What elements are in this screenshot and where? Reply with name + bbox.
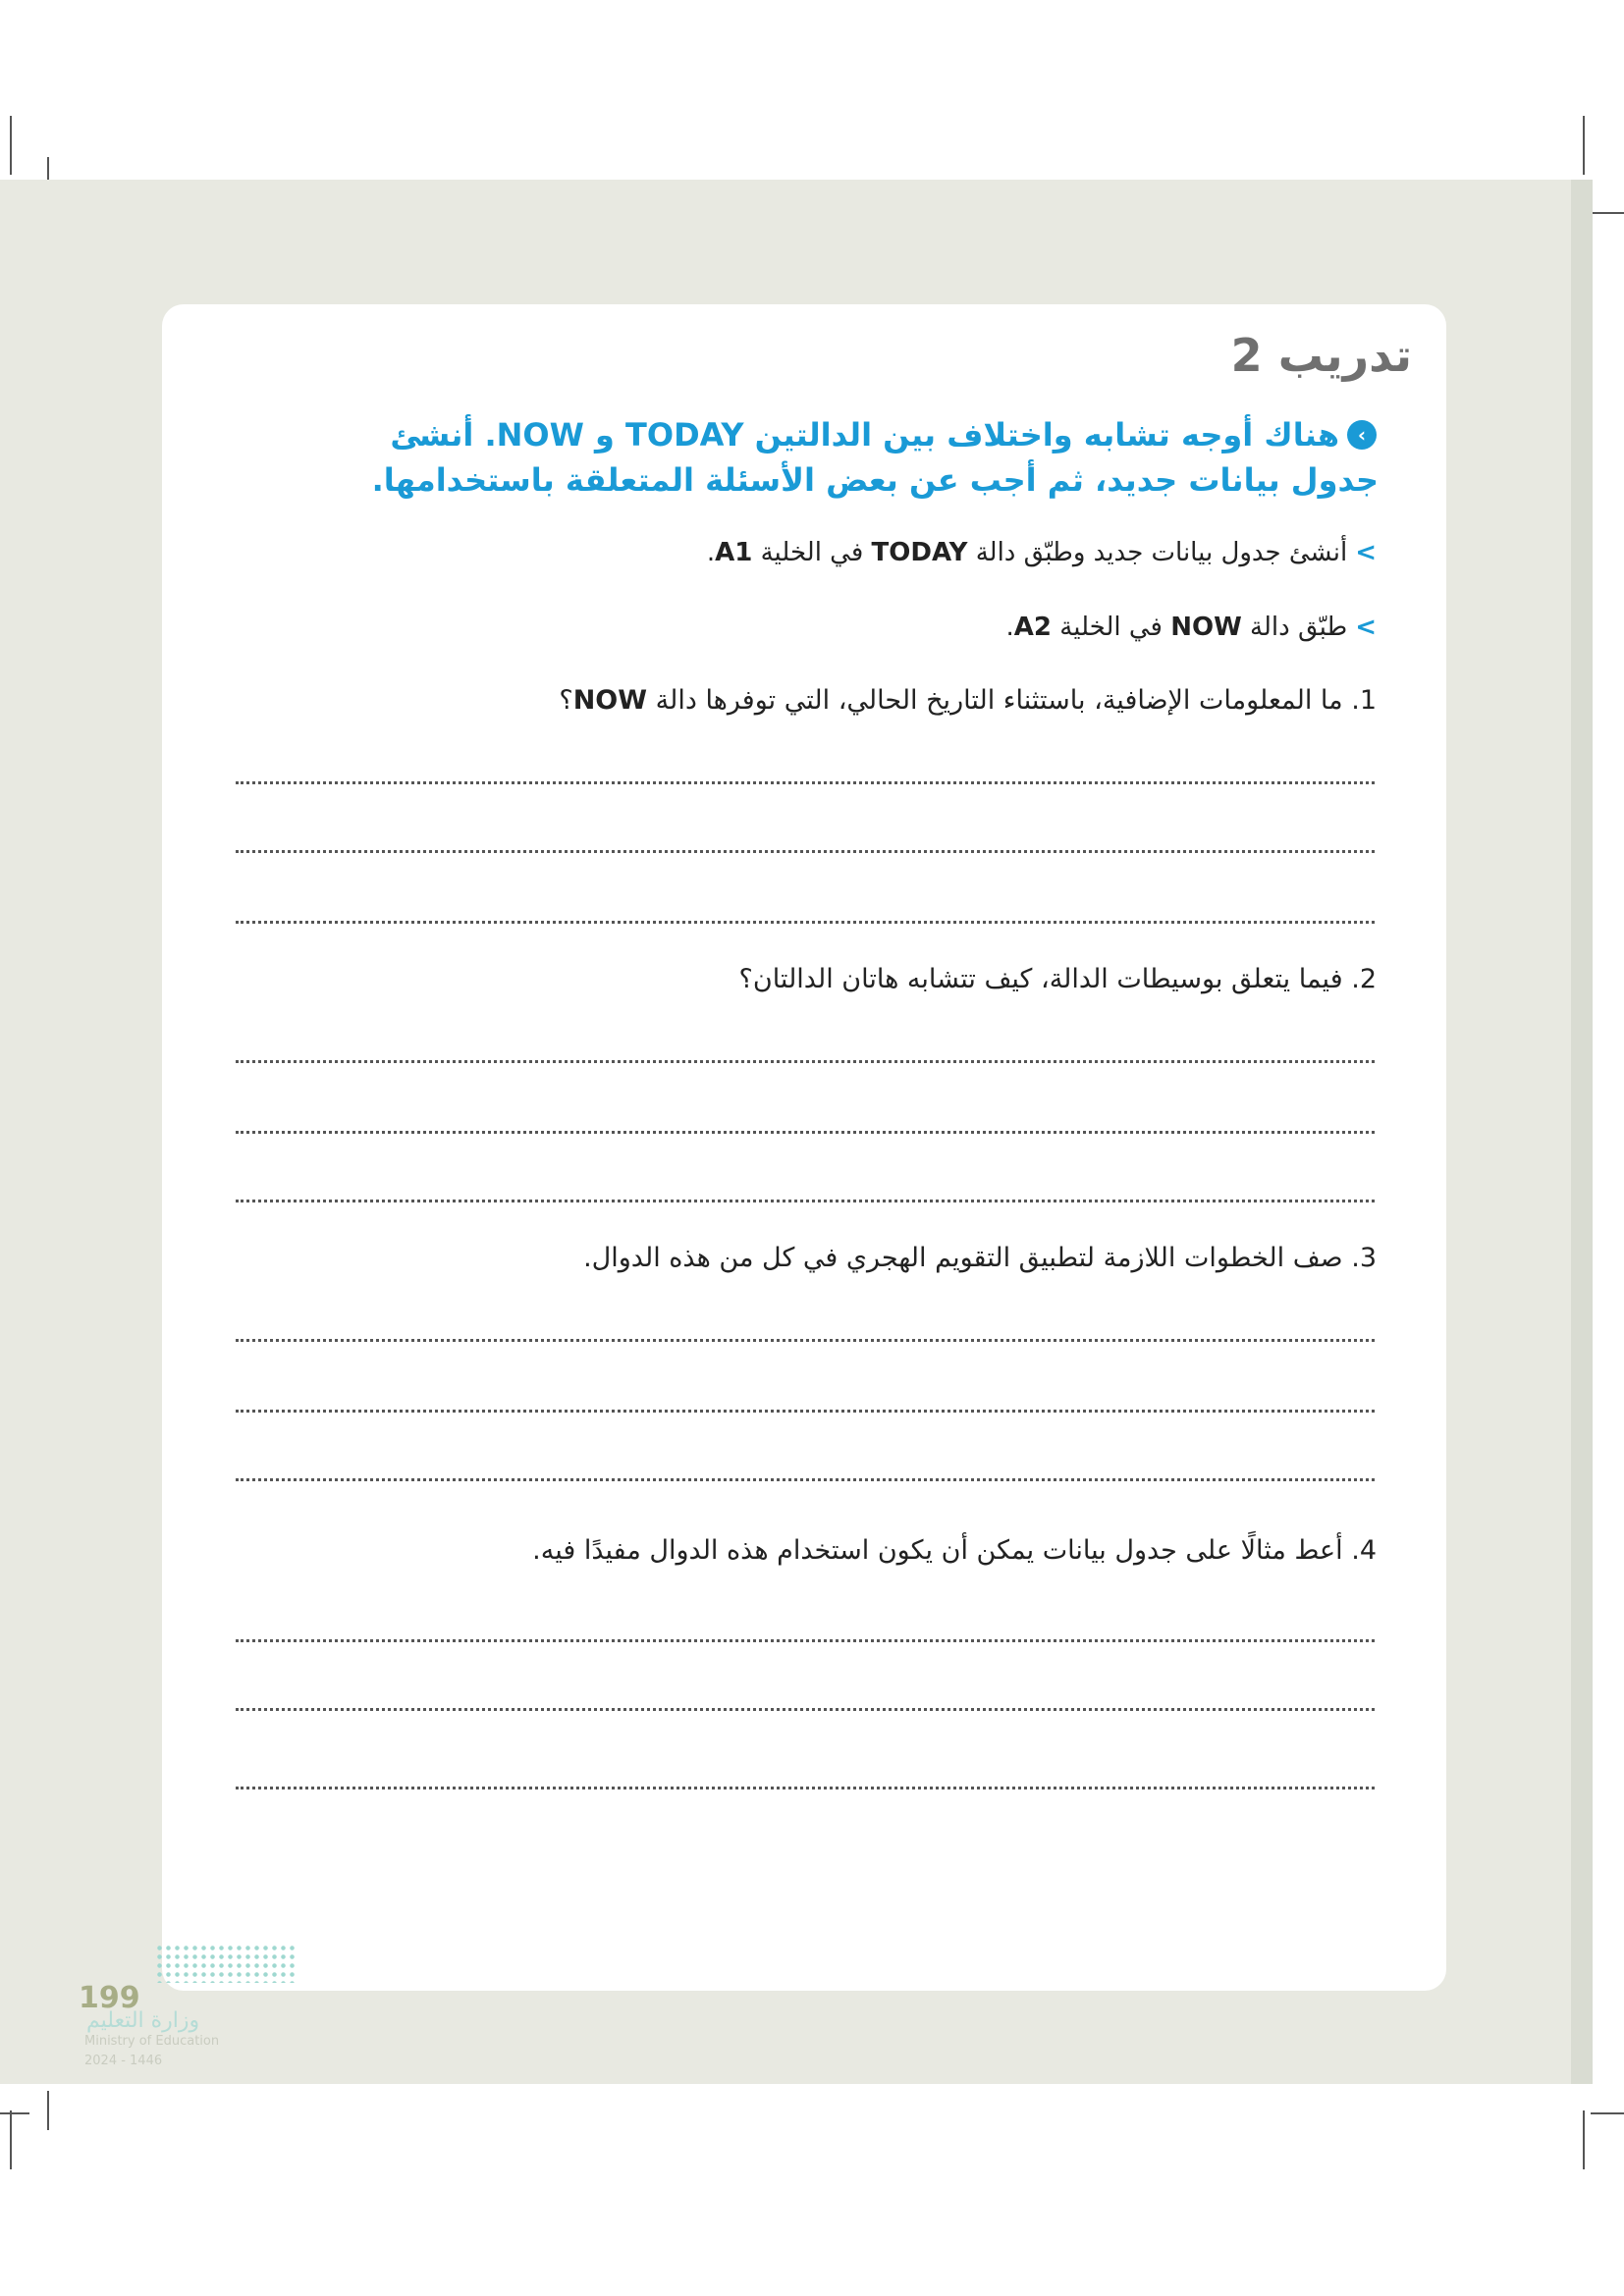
crop-mark bbox=[0, 2112, 29, 2114]
answer-line[interactable] bbox=[236, 1200, 1375, 1202]
crop-mark bbox=[47, 2091, 49, 2130]
answer-line[interactable] bbox=[236, 1131, 1375, 1134]
answer-line[interactable] bbox=[236, 1787, 1375, 1789]
question-number: 4. bbox=[1351, 1535, 1377, 1566]
question-4: 4. أعط مثالًا على جدول بيانات يمكن أن يكون استخدام هذه الدوال مفيدًا فيه. bbox=[532, 1535, 1377, 1566]
question-number: 1. bbox=[1351, 685, 1377, 716]
answer-line[interactable] bbox=[236, 850, 1375, 853]
function-name: NOW bbox=[1170, 613, 1242, 642]
crop-mark bbox=[1591, 212, 1624, 214]
intro-text: هناك أوجه تشابه واختلاف بين الدالتين TODAY و NOW. أنشئ جدول بيانات جديد، ثم أجب عن بعض الأسئلة المتعلقة باستخدامها. bbox=[371, 416, 1379, 499]
answer-line[interactable] bbox=[236, 1708, 1375, 1711]
question-number: 3. bbox=[1351, 1243, 1377, 1273]
function-name: NOW bbox=[572, 685, 648, 716]
crop-mark bbox=[1583, 2110, 1585, 2169]
cell-ref: A1 bbox=[715, 538, 753, 567]
step-2: >طبّق دالة NOW في الخلية A2. bbox=[1005, 613, 1377, 642]
ministry-name-arabic: وزارة التعليم bbox=[86, 2008, 200, 2033]
question-1: 1. ما المعلومات الإضافية، باستثناء التاريخ الحالي، التي توفرها دالة NOW؟ bbox=[559, 685, 1377, 716]
edition-year: 2024 - 1446 bbox=[84, 2054, 163, 2068]
chevron-circle-icon: ‹ bbox=[1347, 420, 1377, 450]
ministry-logo-icon bbox=[155, 1944, 295, 1983]
crop-mark bbox=[10, 116, 12, 175]
crop-mark bbox=[1591, 2112, 1624, 2114]
answer-line[interactable] bbox=[236, 781, 1375, 784]
answer-line[interactable] bbox=[236, 1639, 1375, 1642]
step-marker: > bbox=[1355, 538, 1377, 567]
step-marker: > bbox=[1355, 613, 1377, 642]
answer-line[interactable] bbox=[236, 1339, 1375, 1342]
answer-line[interactable] bbox=[236, 1478, 1375, 1481]
page-edge-strip bbox=[1571, 180, 1593, 2084]
answer-line[interactable] bbox=[236, 1410, 1375, 1413]
exercise-intro bbox=[352, 412, 1379, 503]
page-number: 199 bbox=[79, 1981, 140, 2015]
exercise-title: تدريب 2 bbox=[1230, 329, 1412, 382]
question-number: 2. bbox=[1351, 964, 1377, 994]
function-name: TODAY bbox=[871, 538, 968, 567]
answer-line[interactable] bbox=[236, 921, 1375, 924]
question-2: 2. فيما يتعلق بوسيطات الدالة، كيف تتشابه هاتان الدالتان؟ bbox=[738, 964, 1377, 994]
step-1: >أنشئ جدول بيانات جديد وطبّق دالة TODAY في الخلية A1. bbox=[706, 538, 1377, 567]
ministry-name-english: Ministry of Education bbox=[84, 2034, 220, 2049]
question-3: 3. صف الخطوات اللازمة لتطبيق التقويم الهجري في كل من هذه الدوال. bbox=[583, 1243, 1377, 1273]
cell-ref: A2 bbox=[1013, 613, 1053, 642]
answer-line[interactable] bbox=[236, 1060, 1375, 1063]
crop-mark bbox=[10, 2110, 12, 2169]
crop-mark bbox=[1583, 116, 1585, 175]
